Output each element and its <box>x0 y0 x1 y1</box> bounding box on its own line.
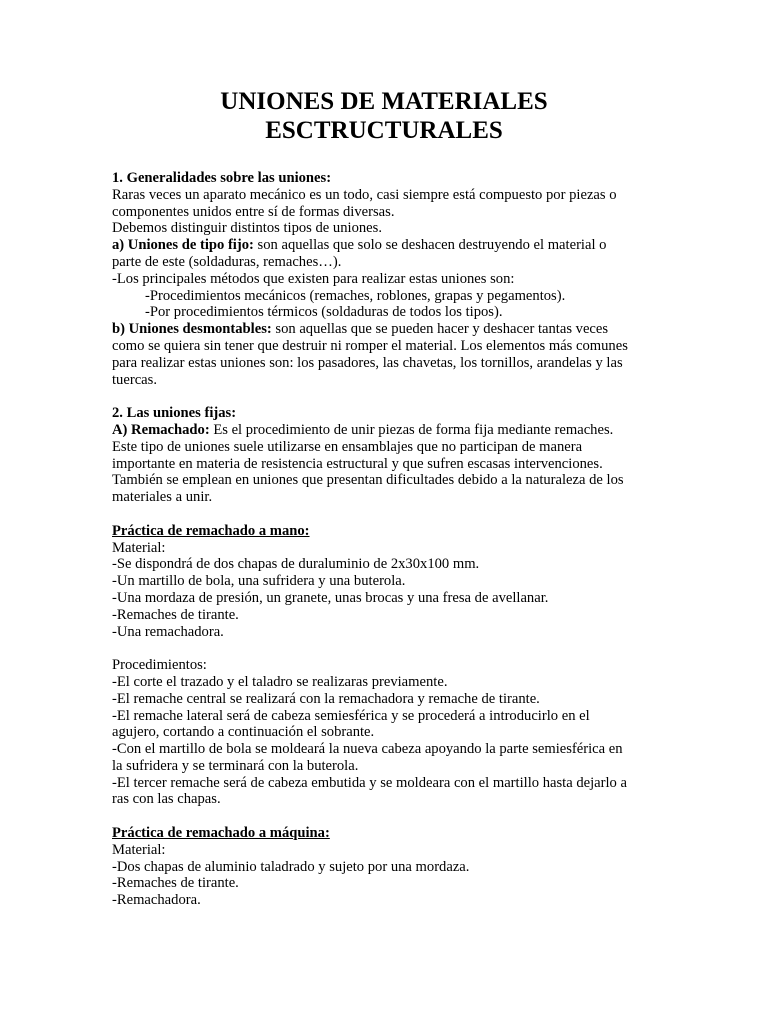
section-practica-mano <box>112 523 660 641</box>
list-item: -Una mordaza de presión, un granete, unas brocas y una fresa de avellanar. <box>112 589 549 606</box>
list-item: -Procedimientos mecánicos (remaches, roblones, grapas y pegamentos). <box>145 287 566 304</box>
paragraph-line: Material: <box>112 841 166 858</box>
document-body <box>112 170 660 909</box>
paragraph-line <box>112 422 660 439</box>
paragraph-line: materiales a unir. <box>112 489 213 506</box>
paragraph-line: Raras veces un aparato mecánico es un todo, casi siempre está compuesto por piezas o <box>112 186 617 203</box>
term-text: son aquellas que se pueden hacer y deshacer tantas veces <box>271 321 609 338</box>
list-item: -Una remachadora. <box>112 623 224 640</box>
list-item: -Se dispondrá de dos chapas de duraluminio de 2x30x100 mm. <box>112 556 480 573</box>
list-item: -Con el martillo de bola se moldeará la nueva cabeza apoyando la parte semiesférica en <box>112 741 623 758</box>
paragraph-line: parte de este (soldaduras, remaches…). <box>112 253 342 270</box>
paragraph-line: componentes unidos entre sí de formas diversas. <box>112 203 395 220</box>
term-label: b) Uniones desmontables: <box>112 321 272 338</box>
list-item: la sufridera y se terminará con la buterola. <box>112 757 359 774</box>
section-procedimientos <box>112 657 660 808</box>
list-item: ras con las chapas. <box>112 791 221 808</box>
list-item: -El remache lateral será de cabeza semiesférica y se procederá a introducirlo en el <box>112 707 590 724</box>
paragraph-line: Este tipo de uniones suele utilizarse en ensamblajes que no participan de manera <box>112 438 583 455</box>
section-generalidades <box>112 170 660 388</box>
paragraph-line: Material: <box>112 539 166 556</box>
section-heading: 1. Generalidades sobre las uniones: <box>112 170 332 186</box>
document-title-line-2: ESCTRUCTURALES <box>265 117 503 144</box>
section-uniones-fijas <box>112 405 660 506</box>
list-item: -Dos chapas de aluminio taladrado y sujeto por una mordaza. <box>112 858 470 875</box>
paragraph-line: como se quiera sin tener que destruir ni romper el material. Los elementos más comunes <box>112 337 628 354</box>
term-text: son aquellas que solo se deshacen destruyendo el material o <box>253 237 607 254</box>
paragraph-line: para realizar estas uniones son: los pasadores, las chavetas, los tornillos, arandelas y las <box>112 354 623 371</box>
list-item: -Un martillo de bola, una sufridera y una buterola. <box>112 573 406 590</box>
list-item: -El corte el trazado y el taladro se realizaras previamente. <box>112 673 448 690</box>
paragraph-line <box>112 237 660 254</box>
list-item: -El remache central se realizará con la remachadora y remache de tirante. <box>112 690 540 707</box>
paragraph-line: Debemos distinguir distintos tipos de uniones. <box>112 220 382 237</box>
list-item: -Por procedimientos térmicos (soldaduras de todos los tipos). <box>145 304 503 321</box>
list-item: -El tercer remache será de cabeza embutida y se moldeara con el martillo hasta dejarlo a <box>112 774 627 791</box>
section-heading: Práctica de remachado a mano: <box>112 522 310 539</box>
list-item: -Remaches de tirante. <box>112 606 239 623</box>
term-text: Es el procedimiento de unir piezas de forma fija mediante remaches. <box>209 421 614 438</box>
document-title <box>0 87 768 145</box>
paragraph-line: tuercas. <box>112 371 157 388</box>
document-title-line-1: UNIONES DE MATERIALES <box>220 88 548 115</box>
term-label: a) Uniones de tipo fijo: <box>112 237 254 254</box>
paragraph-line: Procedimientos: <box>112 657 207 674</box>
list-item: -Remachadora. <box>112 892 201 909</box>
paragraph-line: También se emplean en uniones que presentan dificultades debido a la naturaleza de los <box>112 472 624 489</box>
section-practica-maquina <box>112 825 660 909</box>
paragraph-line <box>112 321 660 338</box>
paragraph-line: -Los principales métodos que existen para realizar estas uniones son: <box>112 270 515 287</box>
section-heading: 2. Las uniones fijas: <box>112 405 237 422</box>
list-item: agujero, cortando a continuación el sobrante. <box>112 724 375 741</box>
term-label: A) Remachado: <box>112 421 210 438</box>
list-item: -Remaches de tirante. <box>112 875 239 892</box>
section-heading: Práctica de remachado a máquina: <box>112 825 330 842</box>
paragraph-line: importante en materia de resistencia estructural y que sufren escasas intervenciones. <box>112 455 603 472</box>
